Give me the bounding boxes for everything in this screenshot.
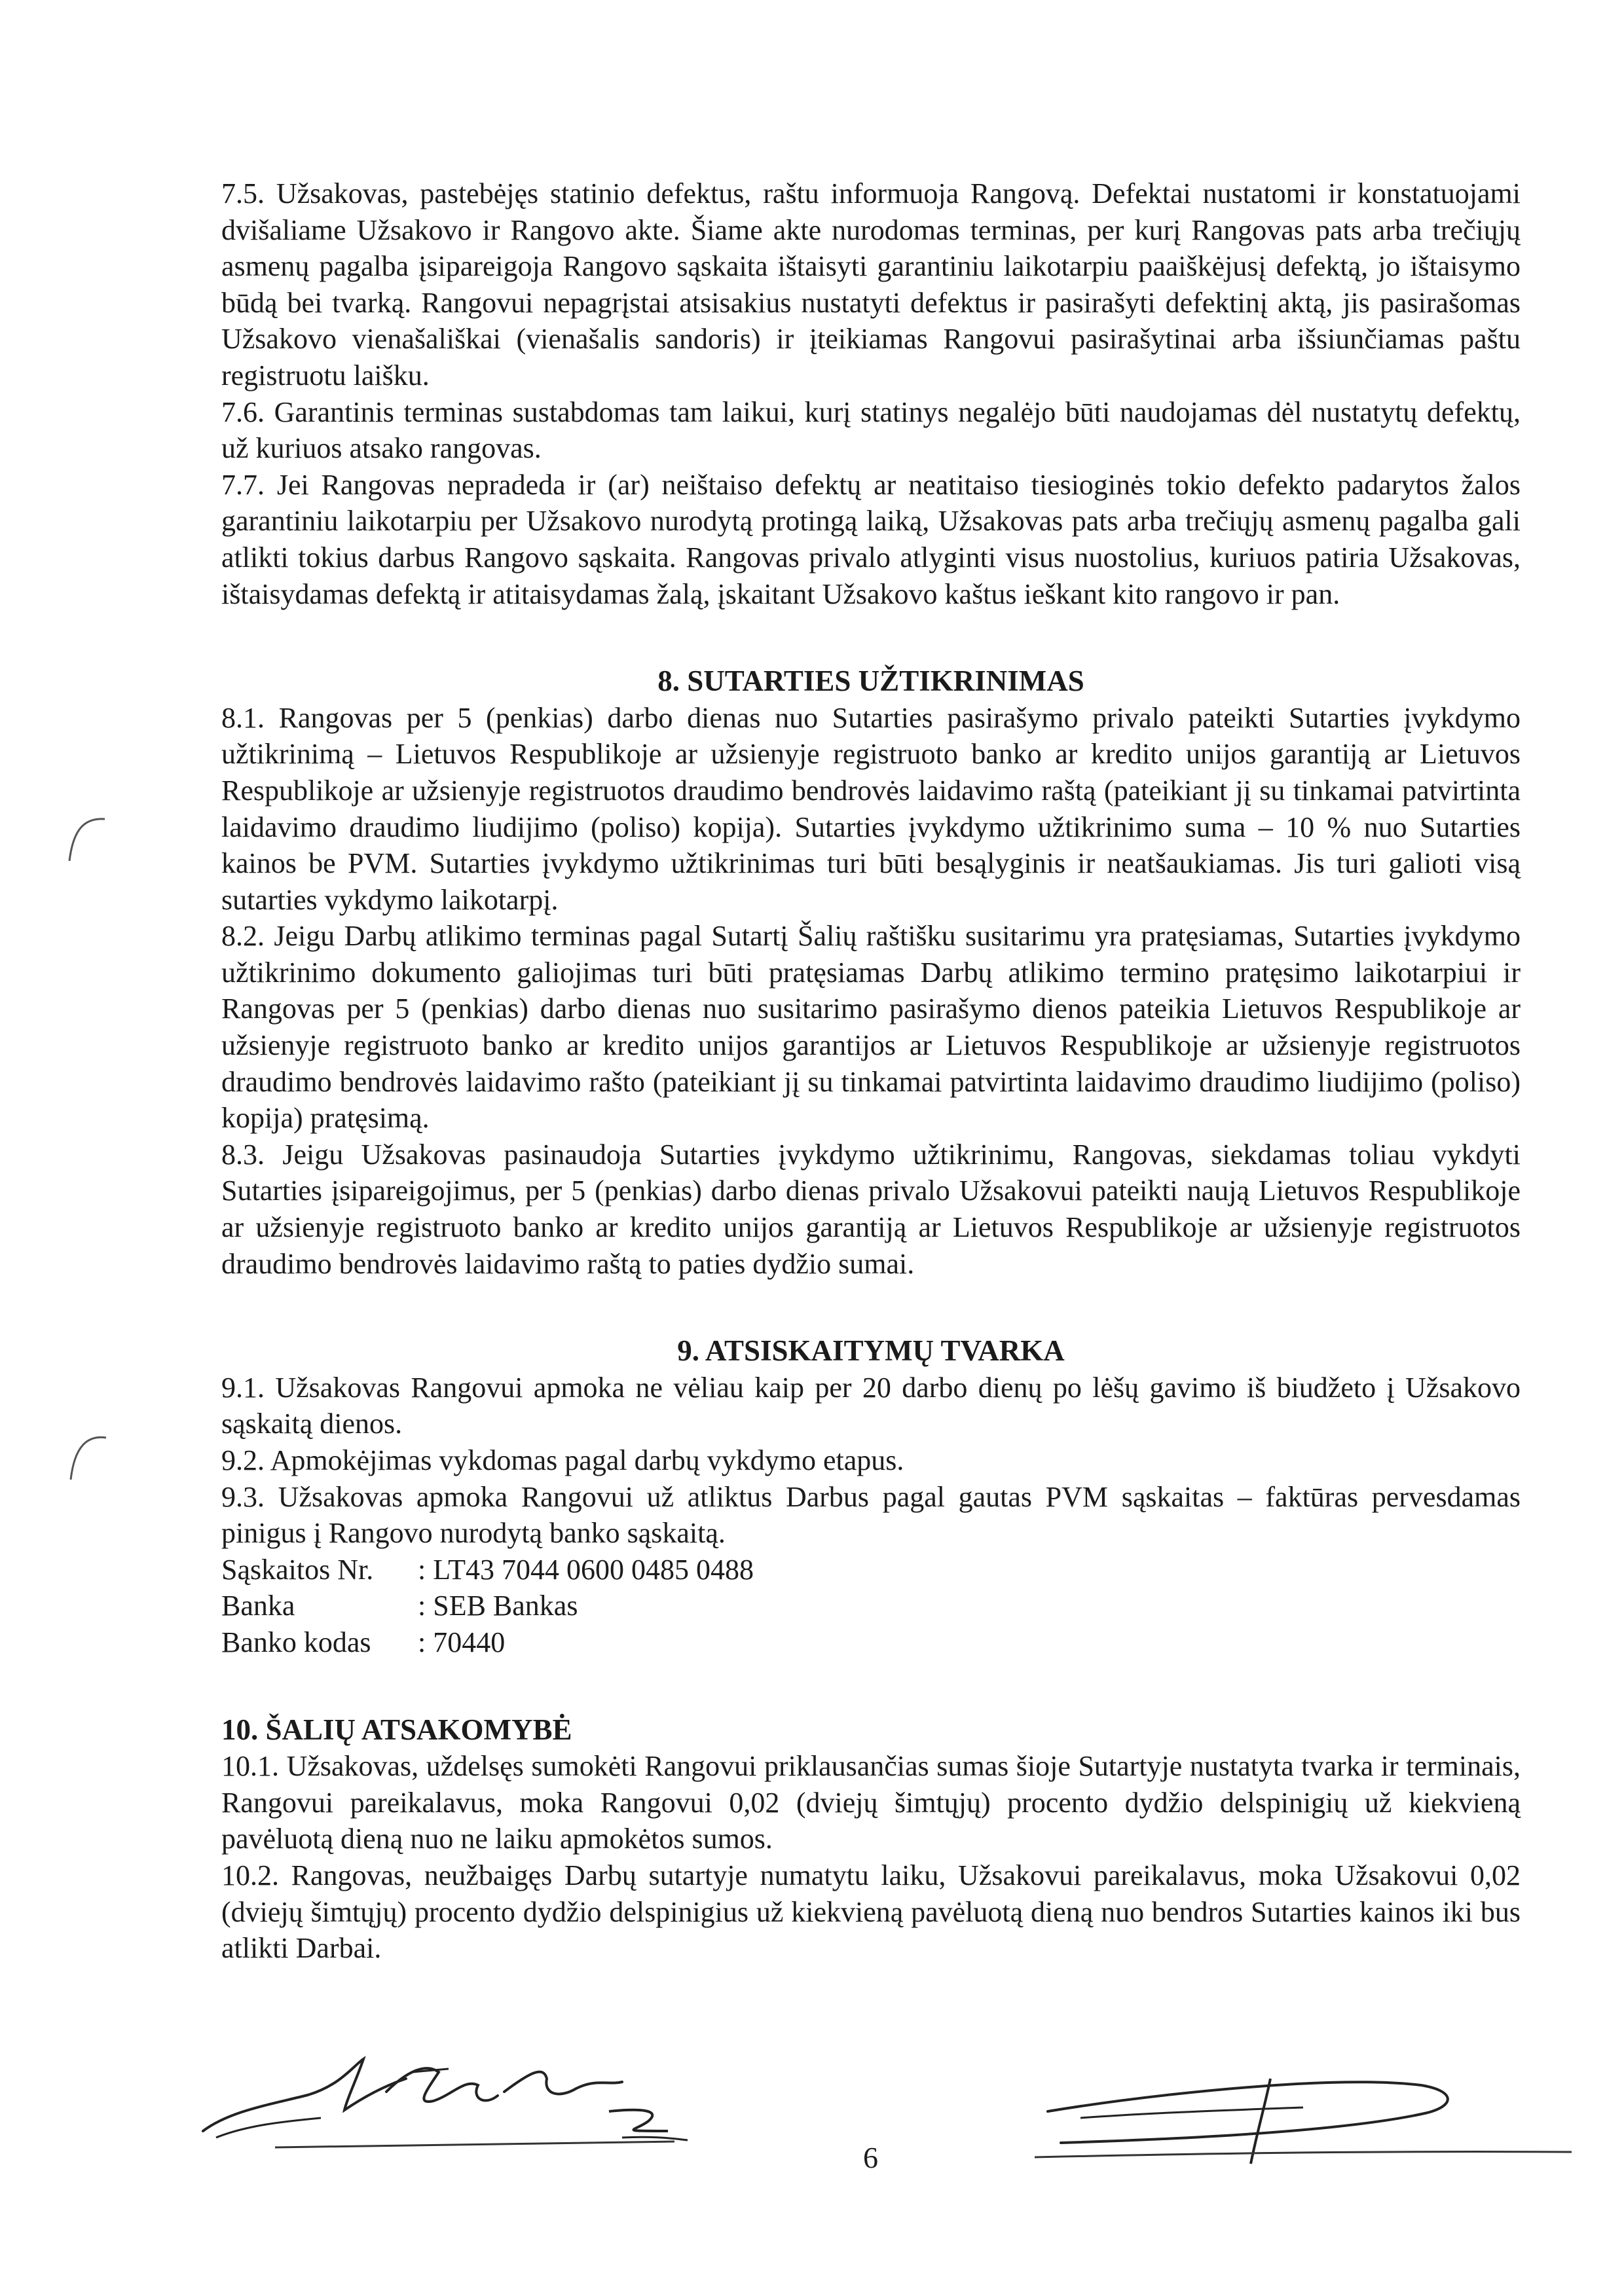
section-spacer — [221, 612, 1521, 663]
bank-name-value: : SEB Bankas — [418, 1590, 578, 1622]
punch-hole-mark-bottom — [65, 1432, 111, 1485]
bank-name-label: Banka — [221, 1590, 295, 1622]
paragraph-9-1: 9.1. Užsakovas Rangovui apmoka ne vėliau kaip per 20 darbo dienų po lėšų gavimo iš biudžeto į Užsakovo sąskaitą dienos. — [221, 1371, 1521, 1440]
bank-account-row — [221, 1552, 1521, 1588]
paragraph-7-6: 7.6. Garantinis terminas sustabdomas tam laikui, kurį statinys negalėjo būti naudojamas dėl nustatytų defektų, už kuriuos atsako rangovas. — [221, 395, 1521, 465]
punch-hole-mark-top — [65, 815, 111, 867]
bank-code-row — [221, 1624, 1521, 1661]
section-spacer — [221, 1661, 1521, 1712]
paragraph-9-2: 9.2. Apmokėjimas vykdomas pagal darbų vykdymo etapus. — [221, 1444, 904, 1476]
paragraph-8-1: 8.1. Rangovas per 5 (penkias) darbo dienas nuo Sutarties pasirašymo privalo pateikti Sutarties įvykdymo užtikrinimą – Lietuvos Respublikoje ar užsienyje registruoto banko ar kredito unijos garantiją ar Lietuvos Respublikoje ar užsienyje registruotos draudimo bendrovės laidavimo raštą (pateikiant jį su tinkamai patvirtinta laidavimo draudimo liudijimo (poliso) kopija). Sutarties įvykdymo užtikrinimo suma – 10 % nuo Sutarties kainos be PVM. Sutarties įvykdymo užtikrinimas turi būti besąlyginis ir neatšaukiamas. Jis turi galioti visą sutarties vykdymo laikotarpį. — [221, 701, 1521, 916]
section-9-title: 9. ATSISKAITYMŲ TVARKA — [677, 1334, 1065, 1368]
paragraph-10-2: 10.2. Rangovas, neužbaigęs Darbų sutartyje numatytu laiku, Užsakovui pareikalavus, moka Užsakovui 0,02 (dviejų šimtųjų) procento dydžio delspinigius už kiekvieną pavėluotą dieną nuo bendros Sutarties kainos iki bus atlikti Darbai. — [221, 1859, 1521, 1965]
paragraph-7-5: 7.5. Užsakovas, pastebėjęs statinio defektus, raštu informuoja Rangovą. Defektai nustatomi ir konstatuojami dvišaliame Užsakovo ir Rangovo akte. Šiame akte nurodomas terminas, per kurį Rangovas pats arba trečiųjų asmenų pagalba įsipareigoja Rangovo sąskaita ištaisyti garantiniu laikotarpiu paaiškėjusį defektą, jo ištaisymo būdą bei tvarką. Rangovui nepagrįstai atsisakius nustatyti defektus ir pasirašyti defektinį aktą, jis pasirašomas Užsakovo vienašališkai (vienašalis sandoris) ir įteikiamas Rangovui pasirašytinai arba išsiunčiamas paštu registruotu laišku. — [221, 177, 1521, 392]
section-8-title: 8. SUTARTIES UŽTIKRINIMAS — [657, 665, 1084, 698]
bank-account-label: Sąskaitos Nr. — [221, 1553, 374, 1586]
section-10 — [221, 1712, 1521, 1967]
section-spacer — [221, 1282, 1521, 1333]
paragraph-8-2: 8.2. Jeigu Darbų atlikimo terminas pagal Sutartį Šalių raštišku susitarimu yra pratęsiamas, Sutarties įvykdymo užtikrinimo dokumento galiojimas turi būti pratęsiamas Darbų atlikimo termino pratęsimo laikotarpiui ir Rangovas per 5 (penkias) darbo dienas nuo susitarimo pasirašymo dienos pateikia Lietuvos Respublikoje ar užsienyje registruoto banko ar kredito unijos garantijos ar Lietuvos Respublikoje ar užsienyje registruotos draudimo bendrovės laidavimo rašto (pateikiant jį su tinkamai patvirtinta laidavimo draudimo liudijimo (poliso) kopija) pratęsimą. — [221, 920, 1521, 1135]
section-7 — [221, 175, 1521, 612]
bank-code-value: : 70440 — [418, 1626, 506, 1658]
bank-code-label: Banko kodas — [221, 1626, 371, 1658]
paragraph-8-3: 8.3. Jeigu Užsakovas pasinaudoja Sutarties įvykdymo užtikrinimu, Rangovas, siekdamas toliau vykdyti Sutarties įsipareigojimus, per 5 (penkias) darbo dienas privalo Užsakovui pateikti naują Lietuvos Respublikoje ar užsienyje registruoto banko ar kredito unijos garantiją ar Lietuvos Respublikoje ar užsienyje registruotos draudimo bendrovės laidavimo raštą to paties dydžio sumai. — [221, 1138, 1521, 1280]
bank-account-value: : LT43 7044 0600 0485 0488 — [418, 1553, 754, 1586]
bank-name-row — [221, 1588, 1521, 1624]
signature-right — [1022, 2066, 1585, 2177]
section-9 — [221, 1333, 1521, 1660]
page-number: 6 — [863, 2141, 878, 2174]
section-10-title: 10. ŠALIŲ ATSAKOMYBĖ — [221, 1713, 572, 1746]
paragraph-10-1: 10.1. Užsakovas, uždelsęs sumokėti Rangovui priklausančias sumas šioje Sutartyje nustatyta tvarka ir terminais, Rangovui pareikalavus, moka Rangovui 0,02 (dviejų šimtųjų) procento dydžio delspinigių už kiekvieną pavėluotą dieną nuo ne laiku apmokėtos sumos. — [221, 1750, 1521, 1855]
signature-left — [190, 2033, 694, 2164]
section-8 — [221, 663, 1521, 1282]
paragraph-7-7: 7.7. Jei Rangovas nepradeda ir (ar) neištaiso defektų ar neatitaiso tiesioginės tokio defekto padarytos žalos garantiniu laikotarpiu per Užsakovo nurodytą protingą laiką, Užsakovas pats arba trečiųjų asmenų pagalba gali atlikti tokius darbus Rangovo sąskaita. Rangovas privalo atlyginti visus nuostolius, kuriuos patiria Užsakovas, ištaisydamas defektą ir atitaisydamas žalą, įskaitant Užsakovo kaštus ieškant kito rangovo ir pan. — [221, 468, 1521, 610]
document-body — [221, 175, 1521, 1967]
paragraph-9-3: 9.3. Užsakovas apmoka Rangovui už atliktus Darbus pagal gautas PVM sąskaitas – faktūras pervesdamas pinigus į Rangovo nurodytą banko sąskaitą. — [221, 1480, 1521, 1550]
